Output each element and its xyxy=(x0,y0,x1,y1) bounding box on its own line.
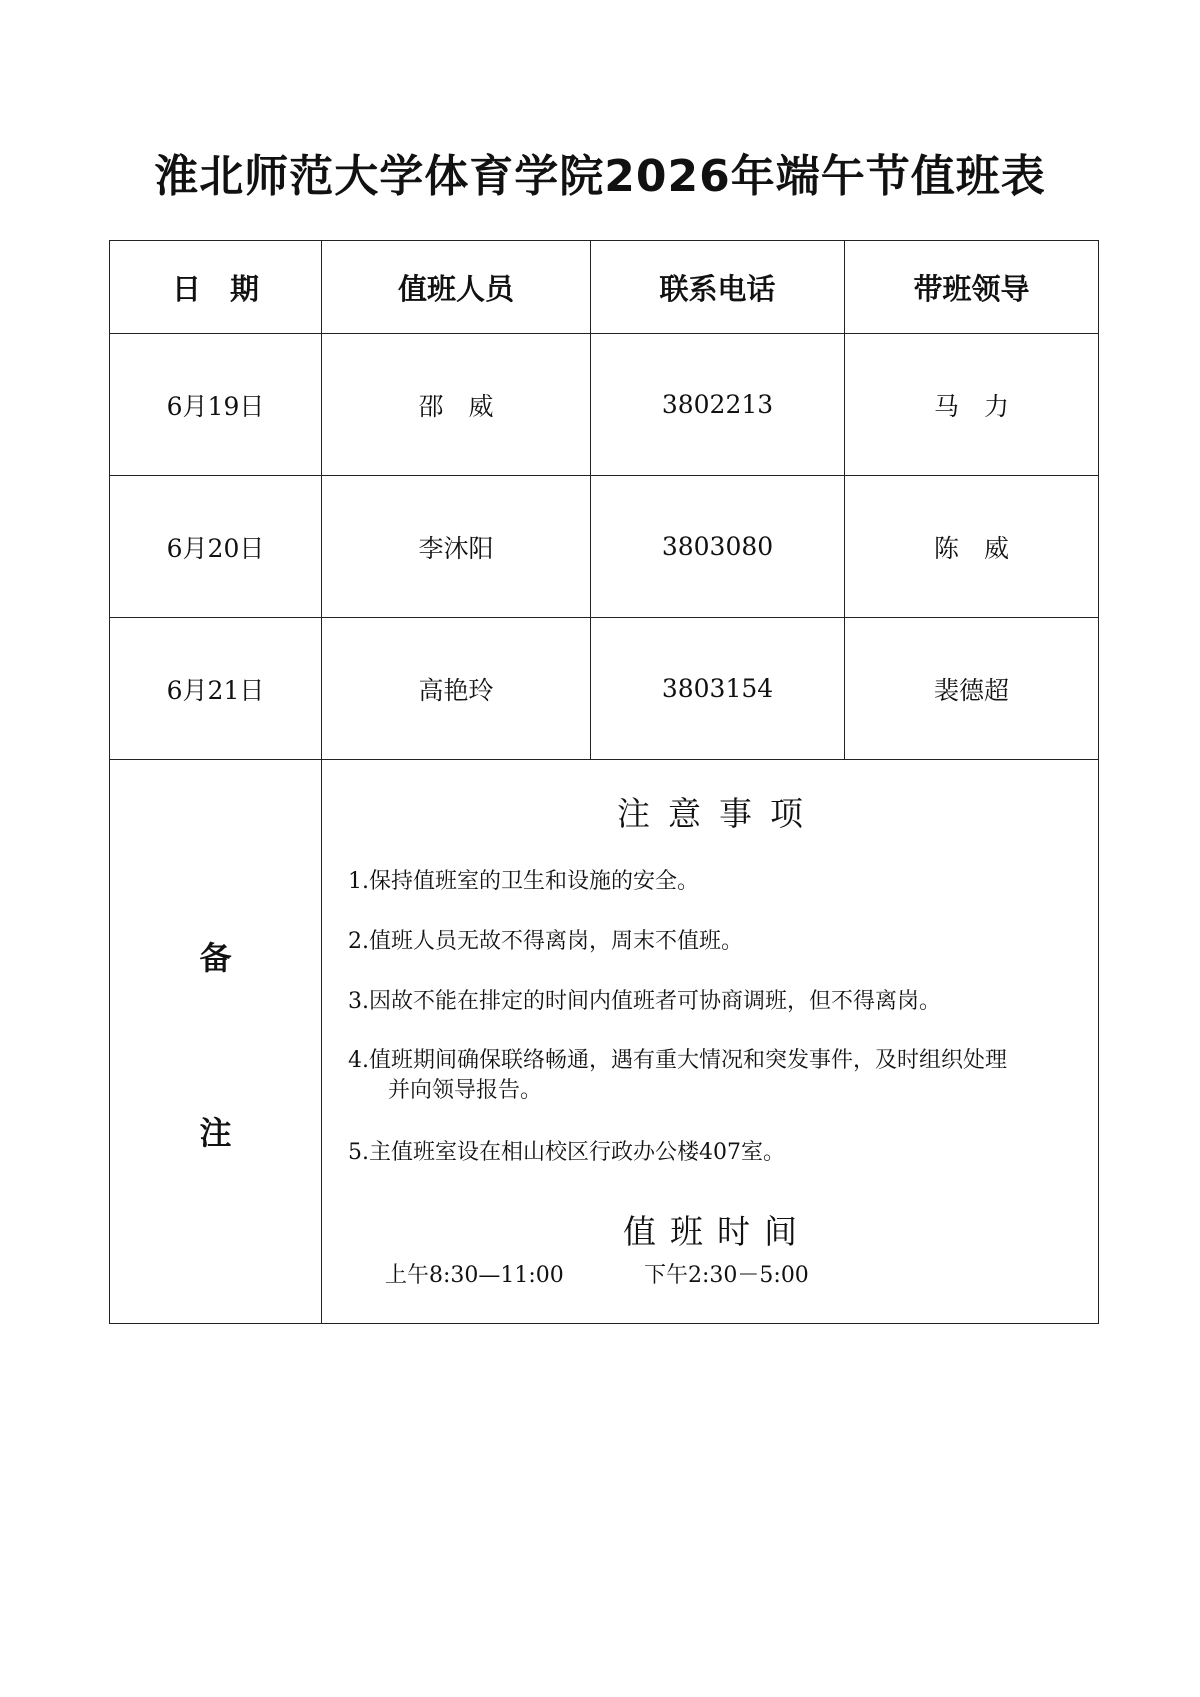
notes-title: 注意事项 xyxy=(617,794,821,833)
table-row xyxy=(110,476,1099,618)
phone-cell: 3803080 xyxy=(591,476,845,618)
leader-cell: 马 力 xyxy=(845,334,1099,476)
note-continuation: 并向领导报告。 xyxy=(388,1078,543,1103)
note-item xyxy=(348,987,1038,1017)
duty-table xyxy=(109,240,1099,1324)
note-item xyxy=(348,927,1038,957)
page-title: 淮北师范大学体育学院2026年端午节值班表 xyxy=(154,151,1046,202)
leader-cell: 陈 威 xyxy=(845,476,1099,618)
date-cell: 6月20日 xyxy=(110,476,322,618)
header-date: 日 期 xyxy=(110,241,322,334)
note-item xyxy=(348,1138,1038,1168)
leader-cell: 裴德超 xyxy=(845,618,1099,760)
header-phone: 联系电话 xyxy=(591,241,845,334)
table-row xyxy=(110,618,1099,760)
remarks-content-cell xyxy=(322,760,1099,1324)
date-cell: 6月19日 xyxy=(110,334,322,476)
header-staff: 值班人员 xyxy=(322,241,591,334)
remarks-label-cell xyxy=(110,760,322,1324)
date-cell: 6月21日 xyxy=(110,618,322,760)
note-text: 4.值班期间确保联络畅通，遇有重大情况和突发事件，及时组织处理 xyxy=(348,1048,1007,1073)
remarks-label-char: 备 xyxy=(199,939,232,977)
staff-cell: 李沐阳 xyxy=(322,476,591,618)
table-header-row xyxy=(110,241,1099,334)
note-text: 5.主值班室设在相山校区行政办公楼407室。 xyxy=(348,1140,785,1165)
phone-cell: 3803154 xyxy=(591,618,845,760)
notes-panel xyxy=(322,760,1098,1323)
note-item xyxy=(348,1046,1038,1106)
afternoon-hours: 下午2:30－5:00 xyxy=(644,1263,809,1288)
header-leader: 带班领导 xyxy=(845,241,1099,334)
staff-cell: 邵 威 xyxy=(322,334,591,476)
note-text: 3.因故不能在排定的时间内值班者可协商调班，但不得离岗。 xyxy=(348,989,941,1014)
note-text: 2.值班人员无故不得离岗，周末不值班。 xyxy=(348,929,743,954)
remarks-row xyxy=(110,760,1099,1324)
note-item xyxy=(348,867,1038,897)
remarks-label-char: 注 xyxy=(199,1114,232,1152)
hours-title: 值班时间 xyxy=(623,1212,811,1251)
phone-cell: 3802213 xyxy=(591,334,845,476)
note-text: 1.保持值班室的卫生和设施的安全。 xyxy=(348,869,699,894)
staff-cell: 高艳玲 xyxy=(322,618,591,760)
table-row xyxy=(110,334,1099,476)
morning-hours: 上午8:30—11:00 xyxy=(385,1263,564,1288)
